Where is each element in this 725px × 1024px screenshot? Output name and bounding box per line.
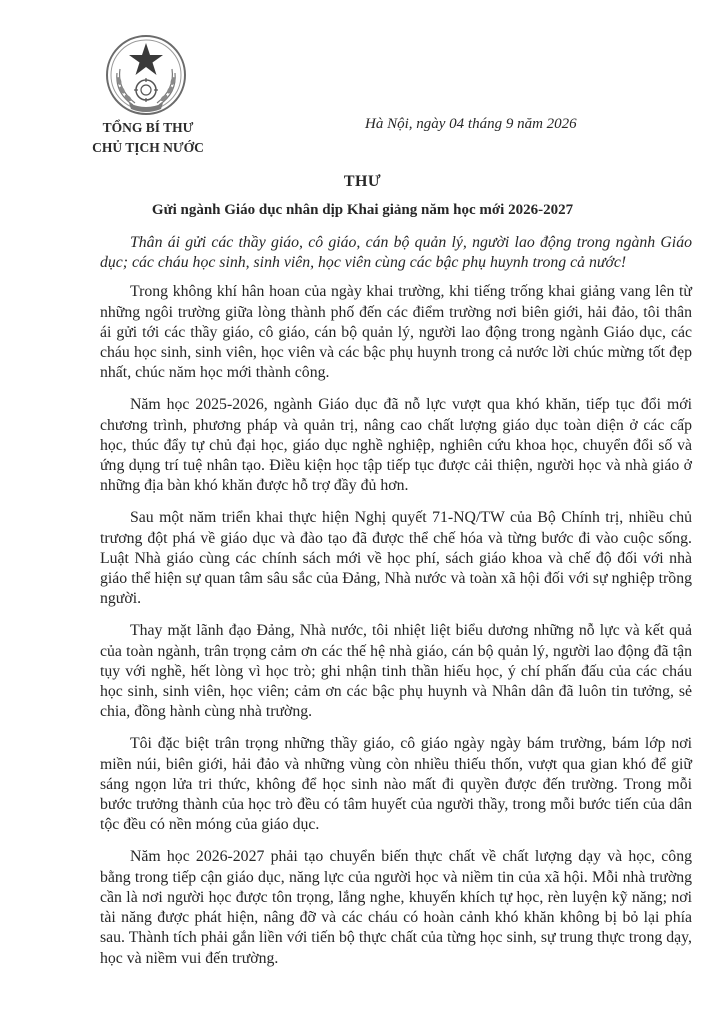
issuer-title-state: CHỦ TỊCH NƯỚC [92,140,204,155]
body-paragraph: Năm học 2026-2027 phải tạo chuyển biến thực chất về chất lượng dạy và học, công bằng trong tiếp cận giáo dục, năng lực của người học và niềm tin của xã hội. Mỗi nhà trường cần là nơi người học được tôn trọng, lắng nghe, khuyến khích tự học, rèn luyện kỹ năng; nơi tài năng được phát hiện, nâng đỡ và các cháu có hoàn cảnh khó khăn không bị bỏ lại phía sau. Thành tích phải gắn liền với tiến bộ thực chất của từng học sinh, sự trung thực trong dạy, học và niềm vui đến trường. [100,848,692,967]
place-date: Hà Nội, ngày 04 tháng 9 năm 2026 [365,116,577,132]
document-subject: Gửi ngành Giáo dục nhân dịp Khai giảng năm học mới 2026-2027 [151,202,574,218]
body-paragraph: Năm học 2025-2026, ngành Giáo dục đã nỗ lực vượt qua khó khăn, tiếp tục đổi mới chương trình, phương pháp và quản trị, nâng cao chất lượng giáo dục toàn diện ở các cấp học, thúc đẩy tự chủ đại học, giáo dục nghề nghiệp, nghiên cứu khoa học, chuyển đổi số và ứng dụng trí tuệ nhân tạo. Điều kiện học tập tiếp tục được cải thiện, người học và nhà giáo ở những địa bàn khó khăn được hỗ trợ đầy đủ hơn. [100,396,692,495]
body-paragraph: Tôi đặc biệt trân trọng những thầy giáo, cô giáo ngày ngày bám trường, bám lớp nơi miền núi, biên giới, hải đảo và những vùng còn nhiều thiếu thốn, vượt qua gian khó để giữ sáng ngọn lửa tri thức, không để học sinh nào mất đi quyền được đến trường. Trong mỗi bước trưởng thành của học trò đều có tâm huyết của người thầy, trong mỗi bước tiến của dân tộc đều có nền móng của giáo dục. [100,735,692,834]
body-paragraph: Thay mặt lãnh đạo Đảng, Nhà nước, tôi nhiệt liệt biểu dương những nỗ lực và kết quả của toàn ngành, trân trọng cảm ơn các thế hệ nhà giáo, cán bộ quản lý, người lao động đã tận tụy với nghề, hết lòng vì học trò; ghi nhận tinh thần hiếu học, ý chí phấn đấu của các cháu học sinh, sinh viên, học viên; cảm ơn các bậc phụ huynh và Nhân dân đã luôn tin tưởng, sẻ chia, đồng hành cùng nhà trường. [100,622,692,721]
issuer-block [88,118,208,158]
national-emblem-icon [103,35,189,117]
document-type: THƯ [343,173,382,190]
body-paragraph: Sau một năm triển khai thực hiện Nghị quyết 71-NQ/TW của Bộ Chính trị, nhiều chủ trương đột phá về giáo dục và đào tạo đã được thể chế hóa và từng bước đi vào cuộc sống. Luật Nhà giáo cùng các chính sách mới về học phí, sách giáo khoa và chế độ đối với nhà giáo thể hiện sự quan tâm sâu sắc của Đảng, Nhà nước và toàn xã hội đối với sự nghiệp trồng người. [100,509,692,608]
greeting: Thân ái gửi các thầy giáo, cô giáo, cán bộ quản lý, người lao động trong ngành Giáo dục; các cháu học sinh, sinh viên, học viên cùng các bậc phụ huynh trong cả nước! [100,234,692,272]
issuer-title-party: TỔNG BÍ THƯ [102,120,194,135]
letter-body [100,233,692,981]
body-paragraph: Trong không khí hân hoan của ngày khai trường, khi tiếng trống khai giảng vang lên từ những ngôi trường giữa lòng thành phố đến các điểm trường nơi biên giới, hải đảo, tôi thân ái gửi tới các thầy giáo, cô giáo, cán bộ quản lý, người lao động trong ngành Giáo dục, các cháu học sinh, sinh viên, học viên và các bậc phụ huynh trong cả nước lời chúc mừng tốt đẹp nhất, chúc năm học mới thành công. [100,283,692,382]
